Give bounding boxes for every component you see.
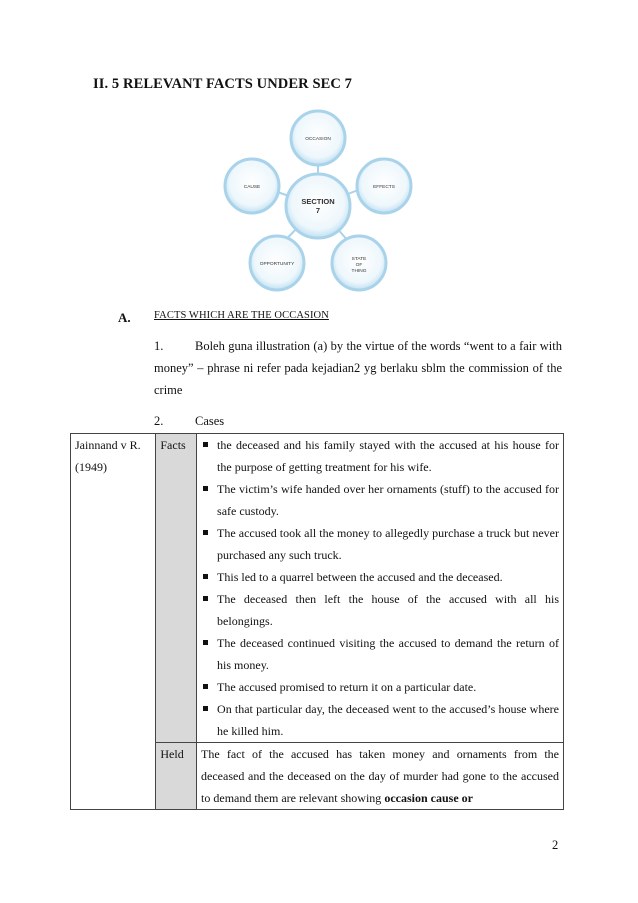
node-center [286,174,350,238]
node-opportunity [250,236,304,290]
held-cell [197,743,564,810]
held-bold-text: occasion cause or [384,791,473,805]
list-item: On that particular day, the deceased went to the accused’s house where he killed him. [201,698,559,742]
svg-text:OCCASION: OCCASION [305,137,331,142]
node-occasion [291,111,345,165]
list-item: The accused took all the money to allegedly purchase a truck but never purchased any such truck. [201,522,559,566]
case-name: Jainnand v R. (1949) [71,434,156,810]
subsection-title: FACTS WHICH ARE THE OCCASION [154,310,329,321]
svg-text:CAUSE: CAUSE [243,185,261,190]
list-item: The deceased then left the house of the accused with all his belongings. [201,588,559,632]
facts-cell [197,434,564,743]
svg-text:STATE: STATE [351,257,367,262]
svg-text:OPPORTUNITY: OPPORTUNITY [259,262,295,267]
point-2 [154,414,224,429]
page-number: 2 [552,838,559,852]
svg-text:THING: THING [351,269,367,274]
facts-list [201,434,559,742]
svg-text:EFFECTS: EFFECTS [373,185,395,190]
list-item: This led to a quarrel between the accused and the deceased. [201,566,559,588]
svg-text:OF: OF [355,263,363,268]
cases-table [70,433,564,810]
node-effects [357,159,411,213]
list-item: the deceased and his family stayed with the accused at his house for the purpose of getting treatment for his wife. [201,434,559,478]
section-7-diagram [218,108,414,300]
point-2-number: 2. [154,414,164,428]
point-2-text: Cases [195,414,225,428]
node-state-of-thing [332,236,386,290]
point-1-text: Boleh guna illustration (a) by the virtue of the words “went to a fair with money” – phrase ni refer pada kejadian2 yg berlaku sblm the commission of the crime [154,339,562,397]
held-label: Held [156,743,197,810]
list-item: The deceased continued visiting the accused to demand the return of his money. [201,632,559,676]
svg-text:7: 7 [315,206,321,215]
subsection-letter: A. [118,310,131,325]
point-1-number: 1. [154,339,164,353]
point-1 [154,335,562,401]
table-row [71,434,564,743]
list-item: The accused promised to return it on a particular date. [201,676,559,698]
facts-label: Facts [156,434,197,743]
held-text: The fact of the accused has taken money and ornaments from the deceased and the deceased on the day of murder had gone to the accused to demand them are relevant showing [201,747,559,805]
node-cause [225,159,279,213]
section-heading: II. 5 RELEVANT FACTS UNDER SEC 7 [93,76,353,92]
list-item: The victim’s wife handed over her ornaments (stuff) to the accused for safe custody. [201,478,559,522]
svg-text:SECTION: SECTION [301,197,335,206]
